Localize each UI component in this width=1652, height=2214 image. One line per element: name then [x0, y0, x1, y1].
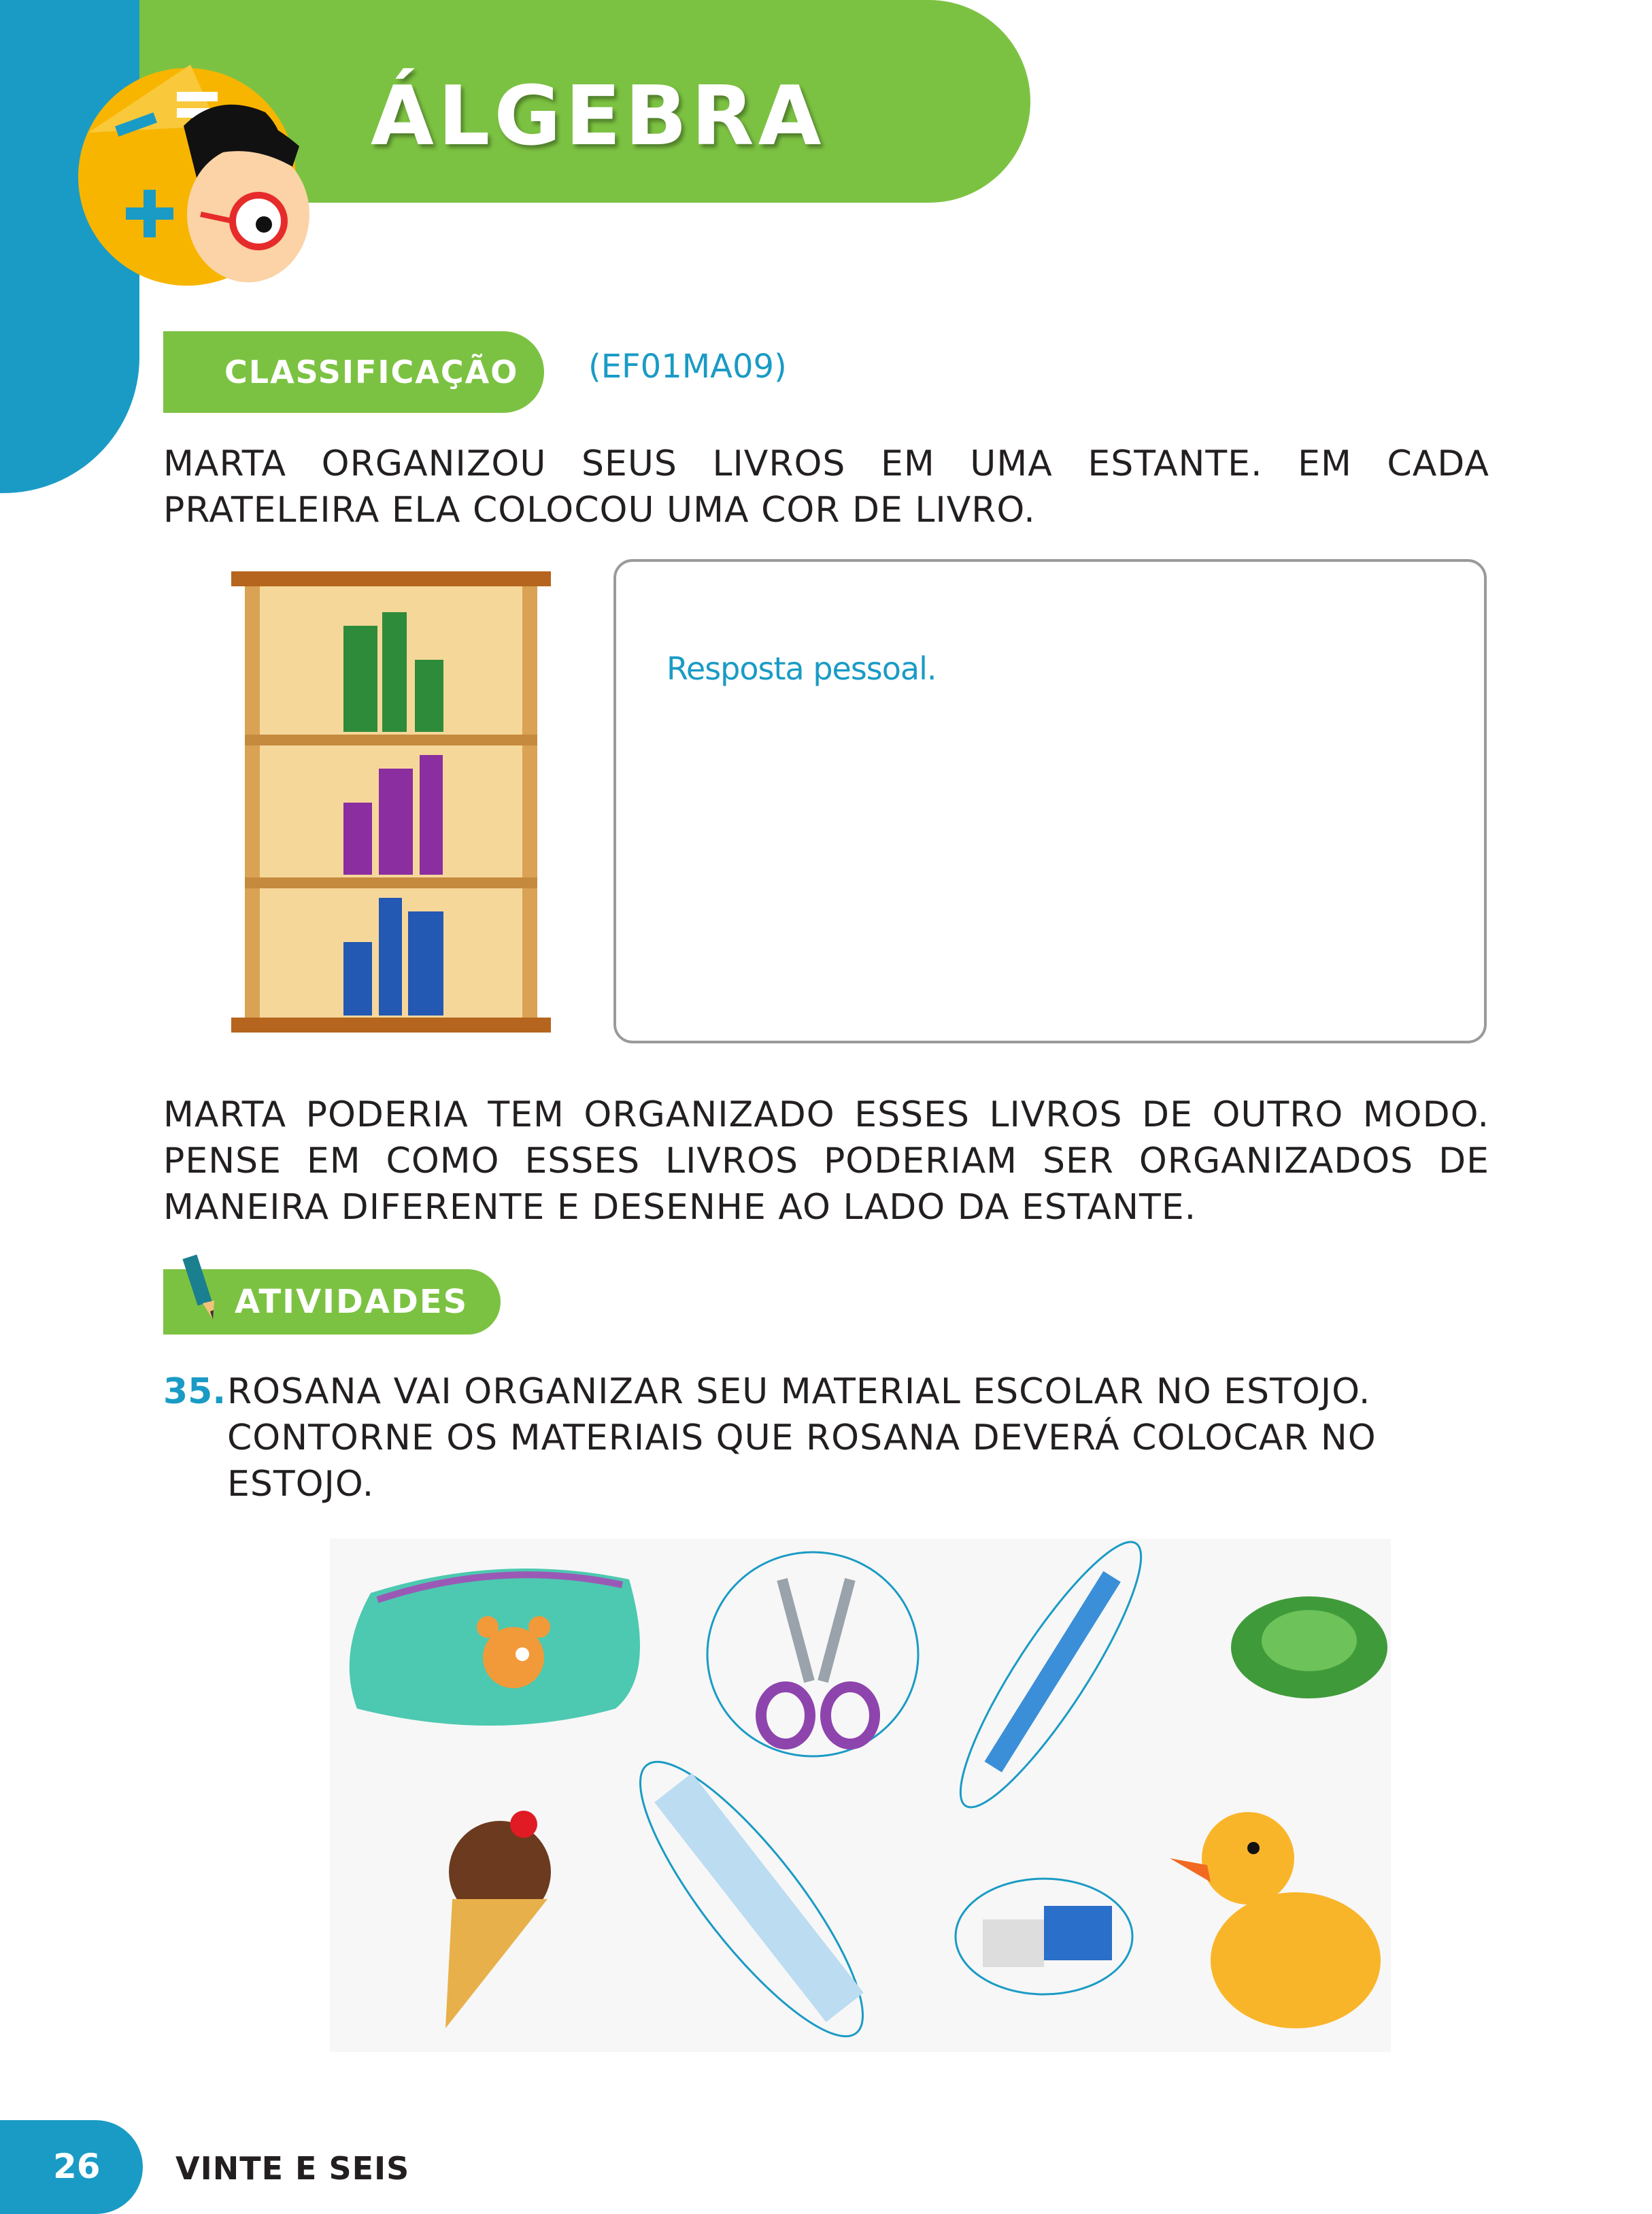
section-label — [163, 331, 544, 413]
chapter-title: ÁLGEBRA — [371, 69, 826, 164]
school-items-illustration — [330, 1539, 1391, 2052]
page-number: 26 — [53, 2147, 101, 2186]
pencil-case-item — [350, 1569, 640, 1726]
skill-code: (EF01MA09) — [588, 348, 787, 386]
page-number-words: VINTE E SEIS — [175, 2150, 410, 2187]
drawing-answer-box[interactable] — [613, 559, 1487, 1043]
bookcase-illustration — [231, 571, 558, 1034]
activities-label-text: ATIVIDADES — [235, 1283, 469, 1321]
instruction-paragraph: MARTA PODERIA TEM ORGANIZADO ESSES LIVROS DE OUTRO MODO. PENSE EM COMO ESSES LIVROS PODERIAM SER ORGANIZADOS DE MANEIRA DIFERENTE E DESENHE AO LADO DA ESTANTE. — [163, 1094, 1489, 1228]
intro-paragraph: MARTA ORGANIZOU SEUS LIVROS EM UMA ESTANTE. EM CADA PRATELEIRA ELA COLOCOU UMA COR DE LIVRO. — [163, 443, 1489, 531]
cabbage-item — [1231, 1596, 1387, 1698]
question-number: 35. — [163, 1371, 226, 1412]
answer-hint: Resposta pessoal. — [667, 650, 937, 687]
math-mascot-illustration — [61, 51, 333, 296]
pencil-icon — [180, 1252, 221, 1326]
question-text: ROSANA VAI ORGANIZAR SEU MATERIAL ESCOLAR NO ESTOJO. CONTORNE OS MATERIAIS QUE ROSANA DEVERÁ COLOCAR NO ESTOJO. — [227, 1371, 1377, 1505]
section-label-text: CLASSIFICAÇÃO — [224, 354, 519, 390]
